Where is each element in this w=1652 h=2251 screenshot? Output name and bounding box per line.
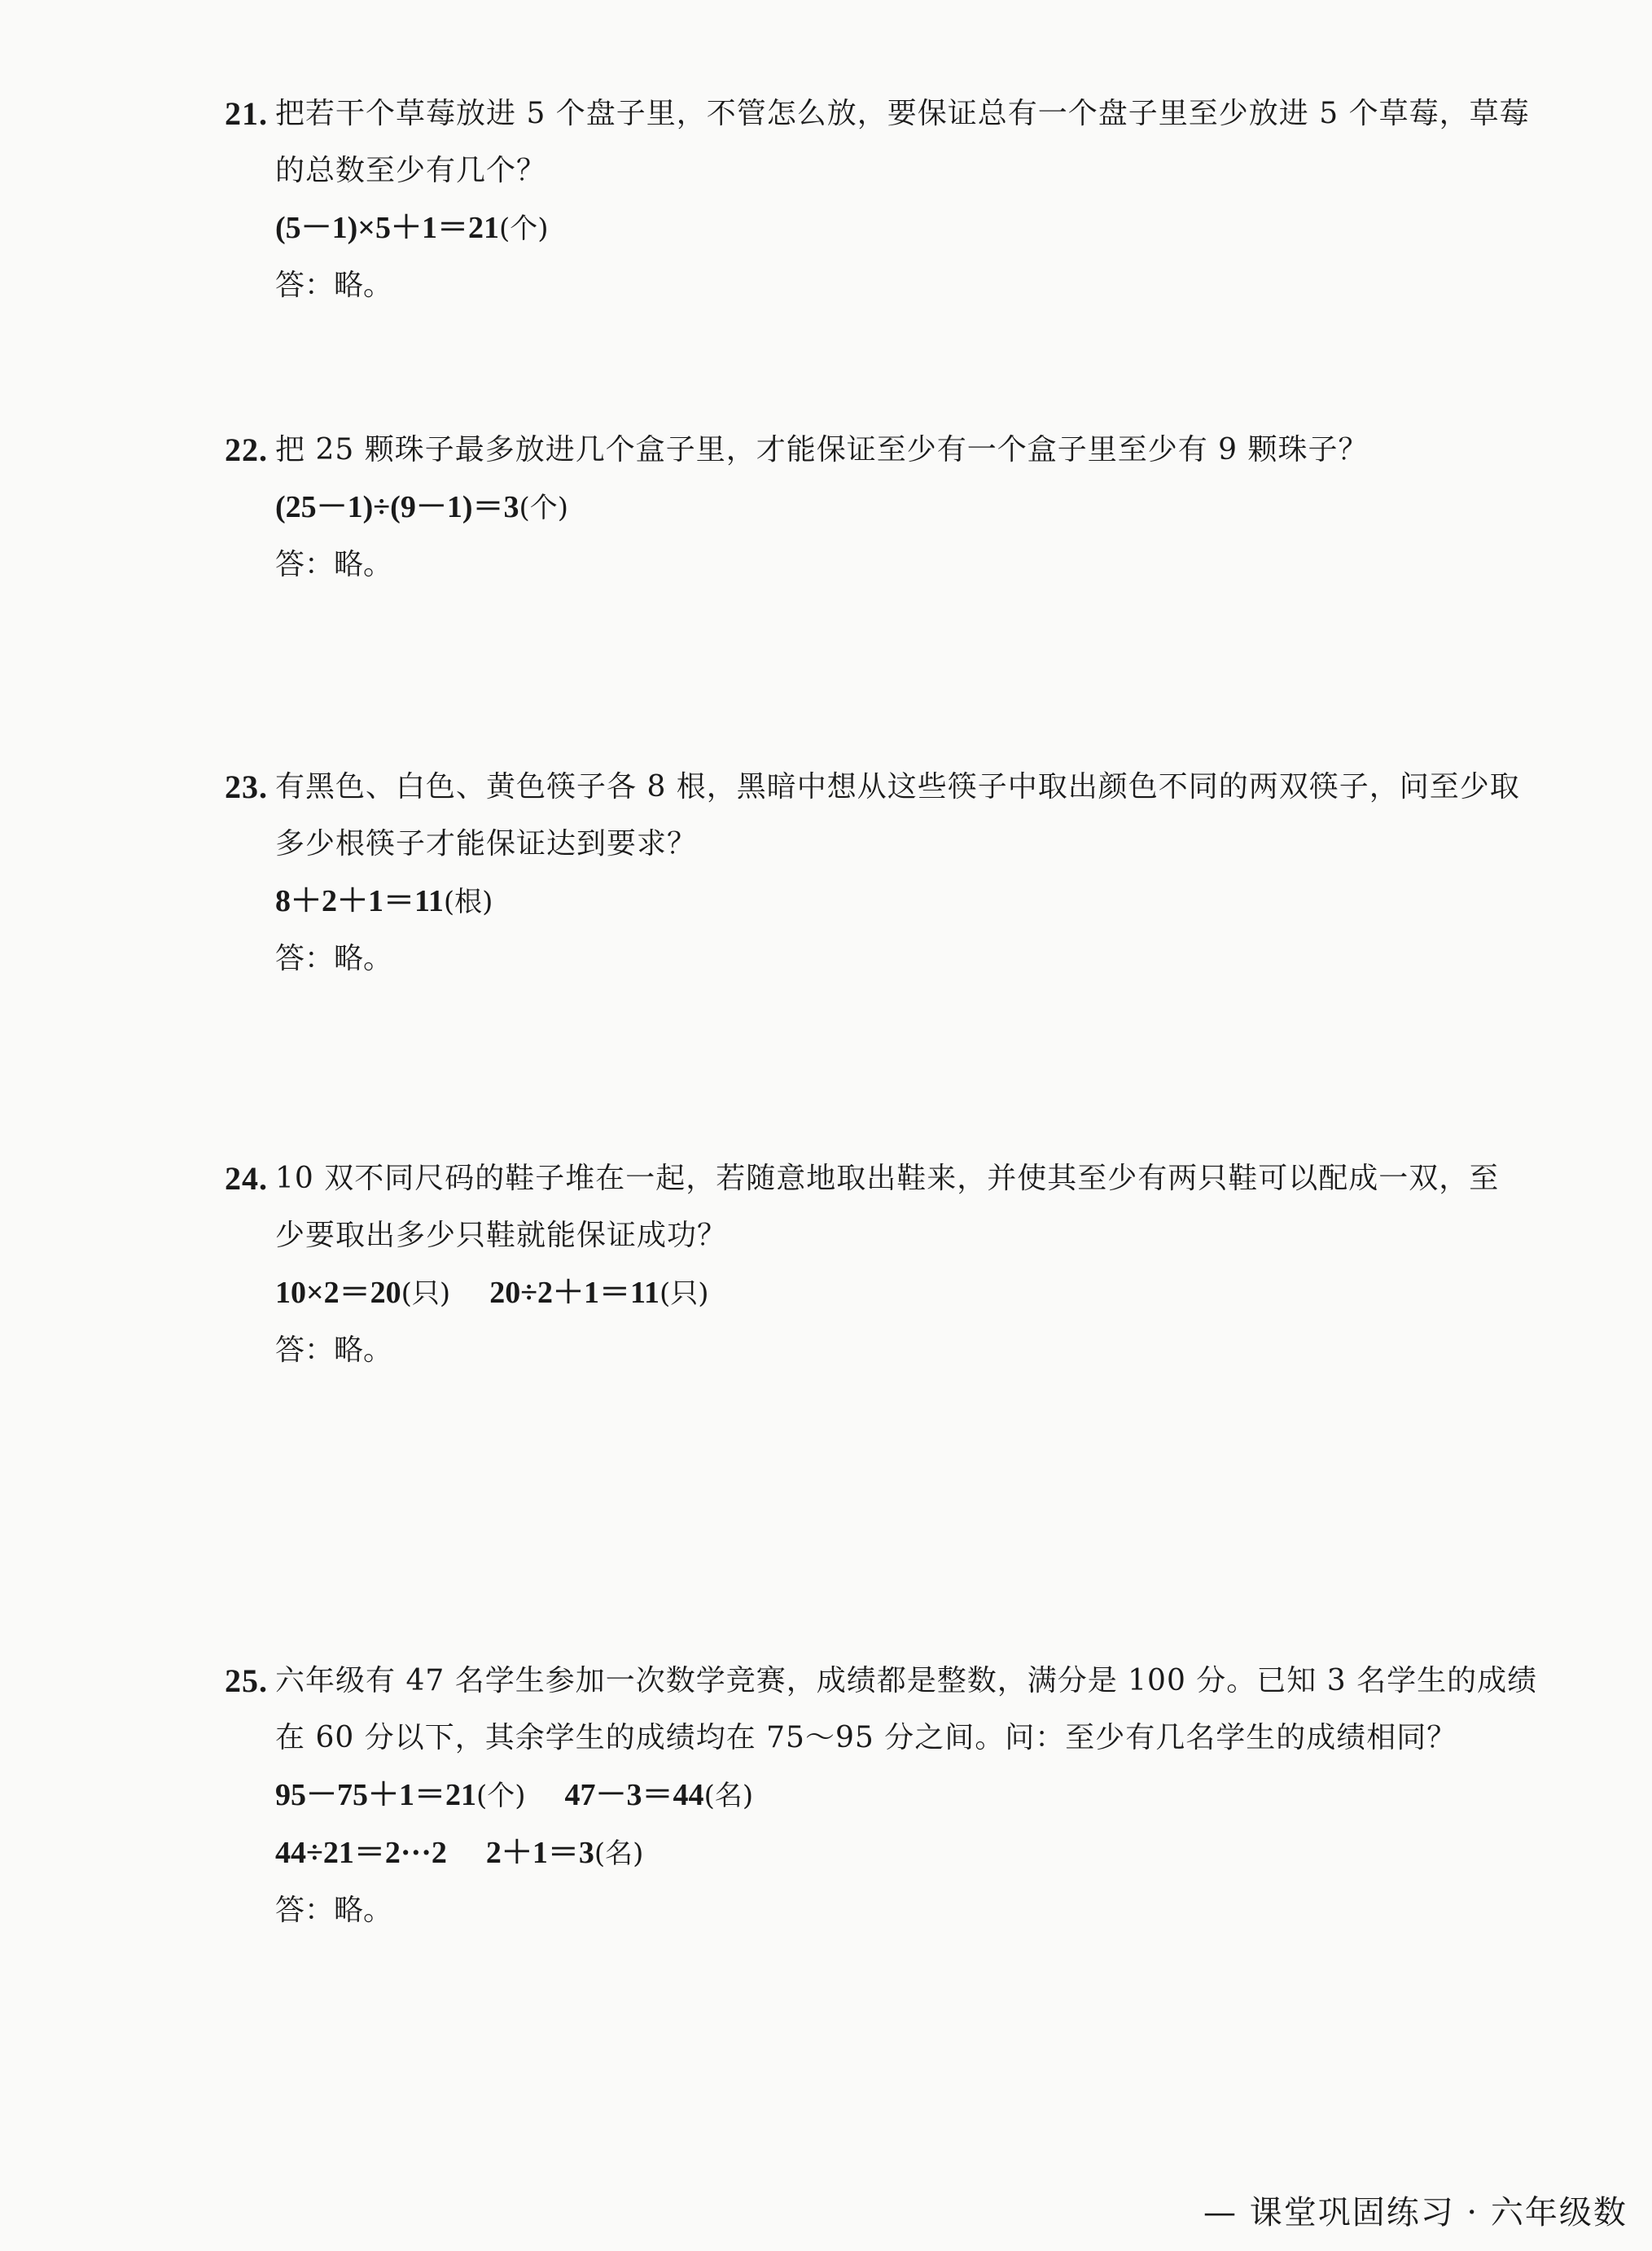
equation-unit: (个) [519, 492, 569, 524]
equation-line [228, 199, 1580, 257]
equation-unit: (个) [498, 212, 549, 245]
equation: (25－1)÷(9－1)＝3 [275, 490, 519, 524]
equation: 8＋2＋1＝11 [275, 884, 444, 918]
answer-line: 答：略。 [275, 269, 393, 302]
equation: 95－75＋1＝21 [275, 1778, 477, 1812]
problem-number: 21. [225, 95, 268, 132]
equation-unit: (名) [703, 1780, 754, 1812]
equation: 2＋1＝3 [485, 1836, 594, 1870]
equation: 10×2＝20 [275, 1276, 401, 1310]
question-line [225, 85, 1580, 142]
problem-25 [225, 1653, 1580, 1939]
question-text: 把若干个草莓放进 5 个盘子里，不管怎么放，要保证总有一个盘子里至少放进 5 个草莓，草莓 [275, 97, 1530, 130]
question-line [228, 142, 1580, 199]
answer-line: 答：略。 [275, 942, 393, 975]
question-line [225, 1150, 1580, 1207]
question-text: 多少根筷子才能保证达到要求？ [275, 827, 698, 861]
equation: 44÷21＝2···2 [275, 1836, 447, 1870]
equation-unit: (名) [594, 1837, 644, 1870]
equation-unit: (根) [443, 886, 493, 918]
question-line [225, 1653, 1580, 1710]
equation-line [228, 1264, 1580, 1322]
question-text: 的总数至少有几个？ [275, 154, 547, 187]
problem-number: 24. [225, 1160, 268, 1197]
answer-line: 答：略。 [275, 1894, 393, 1927]
equation: (5－1)×5＋1＝21 [275, 211, 499, 245]
equation-line [228, 1824, 1580, 1882]
problem-23 [225, 759, 1580, 988]
problem-24 [225, 1150, 1580, 1379]
equation-line [228, 873, 1580, 931]
equation-unit: (个) [476, 1780, 526, 1812]
problem-22 [225, 422, 1580, 593]
question-line [228, 1710, 1580, 1767]
question-text: 有黑色、白色、黄色筷子各 8 根，黑暗中想从这些筷子中取出颜色不同的两双筷子，问至少取 [275, 770, 1520, 804]
equation-unit: (只) [401, 1277, 451, 1310]
equation: 47－3＝44 [564, 1778, 704, 1812]
question-text: 10 双不同尺码的鞋子堆在一起，若随意地取出鞋来，并使其至少有两只鞋可以配成一双，至 [275, 1162, 1500, 1195]
equation-line [228, 479, 1580, 536]
question-line [225, 422, 1580, 479]
question-text: 少要取出多少只鞋就能保证成功？ [275, 1219, 728, 1252]
answer-line: 答：略。 [275, 1334, 393, 1367]
question-line [225, 759, 1580, 816]
question-text: 在 60 分以下，其余学生的成绩均在 75～95 分之间。问：至少有几名学生的成绩相同？ [275, 1721, 1457, 1754]
answer-line: 答：略。 [275, 548, 393, 581]
problem-number: 22. [225, 431, 268, 468]
question-line [228, 816, 1580, 873]
question-line [228, 1207, 1580, 1264]
problem-number: 23. [225, 769, 268, 805]
page-footer: — 课堂巩固练习 · 六年级数 [1203, 2194, 1628, 2231]
equation-line [228, 1767, 1580, 1824]
problem-21 [225, 85, 1580, 314]
question-text: 把 25 颗珠子最多放进几个盒子里，才能保证至少有一个盒子里至少有 9 颗珠子？ [275, 433, 1369, 466]
question-text: 六年级有 47 名学生参加一次数学竞赛，成绩都是整数，满分是 100 分。已知 3 名学生的成绩 [275, 1664, 1538, 1697]
equation-unit: (只) [659, 1277, 709, 1310]
equation: 20÷2＋1＝11 [489, 1276, 659, 1310]
problem-number: 25. [225, 1662, 268, 1699]
